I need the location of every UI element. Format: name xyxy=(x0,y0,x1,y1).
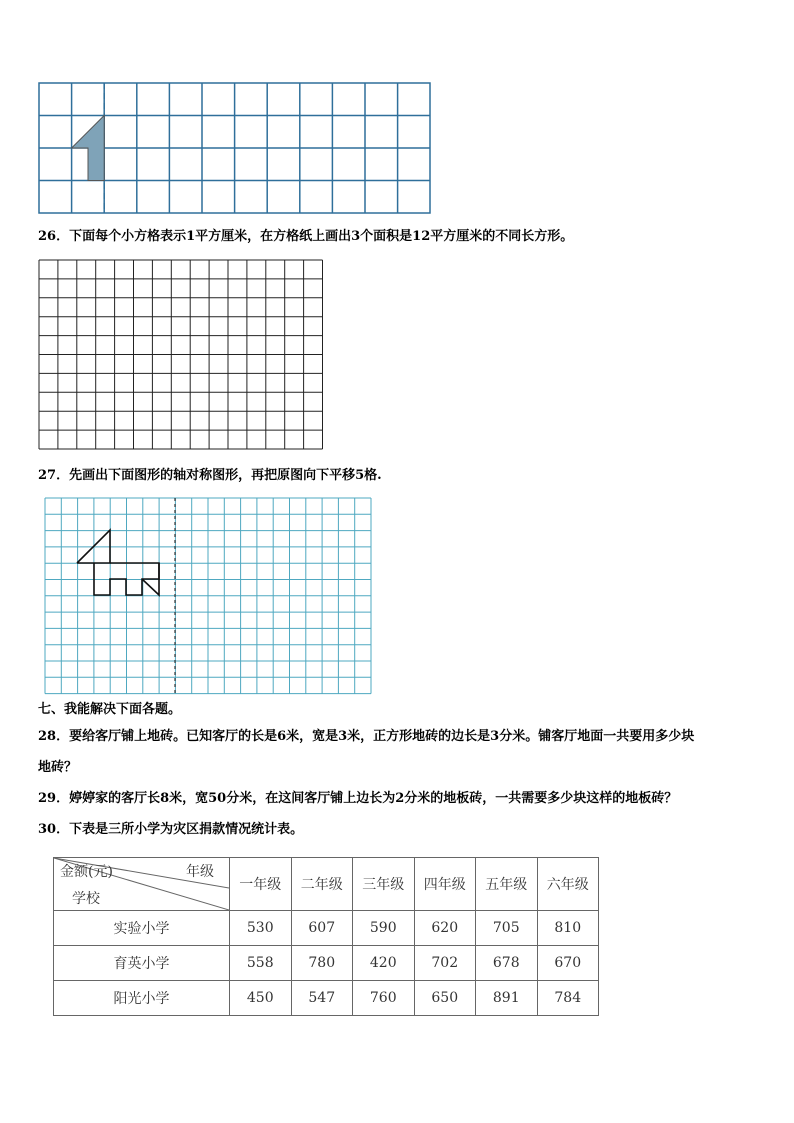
table-row xyxy=(54,981,599,1016)
question-29-number: 29． xyxy=(38,791,70,806)
table-cell: 530 xyxy=(230,911,292,946)
table-row xyxy=(54,946,599,981)
table-cell: 670 xyxy=(537,946,599,981)
table-corner-cell xyxy=(54,858,230,911)
symmetry-grid-q27 xyxy=(44,497,374,695)
school-name: 育英小学 xyxy=(54,946,230,981)
question-30-text: 下表是三所小学为灾区捐款情况统计表。 xyxy=(69,822,304,837)
dog-figure xyxy=(77,530,159,595)
table-cell: 810 xyxy=(537,911,599,946)
table-cell: 590 xyxy=(353,911,415,946)
question-26-number: 26． xyxy=(38,229,70,244)
grade-header: 四年级 xyxy=(414,858,476,911)
question-30-number: 30． xyxy=(38,822,70,837)
corner-amount-label: 金额(元) xyxy=(60,864,113,880)
question-30 xyxy=(38,822,303,838)
question-27-text: 先画出下面图形的轴对称图形，再把原图向下平移5格. xyxy=(69,468,382,483)
gray-shape xyxy=(72,116,105,181)
question-28-number: 28． xyxy=(38,729,70,744)
table-cell: 558 xyxy=(230,946,292,981)
table-cell: 780 xyxy=(291,946,353,981)
table-cell: 607 xyxy=(291,911,353,946)
school-name: 实验小学 xyxy=(54,911,230,946)
grade-header: 六年级 xyxy=(537,858,599,911)
question-28-text: 要给客厅铺上地砖。已知客厅的长是6米，宽是3米，正方形地砖的边长是3分米。铺客厅地面一共要用多少块 xyxy=(69,729,695,744)
corner-school-label: 学校 xyxy=(72,891,100,907)
question-28-line1 xyxy=(38,729,694,745)
school-name: 阳光小学 xyxy=(54,981,230,1016)
table-cell: 784 xyxy=(537,981,599,1016)
table-cell: 705 xyxy=(476,911,538,946)
table-cell: 650 xyxy=(414,981,476,1016)
grade-header: 三年级 xyxy=(353,858,415,911)
question-27 xyxy=(38,468,382,484)
table-cell: 620 xyxy=(414,911,476,946)
table-cell: 891 xyxy=(476,981,538,1016)
table-row xyxy=(54,911,599,946)
table-cell: 702 xyxy=(414,946,476,981)
table-header-row xyxy=(54,858,599,911)
table-cell: 760 xyxy=(353,981,415,1016)
corner-grade-label: 年级 xyxy=(186,864,214,880)
table-cell: 450 xyxy=(230,981,292,1016)
table-cell: 547 xyxy=(291,981,353,1016)
question-26-text: 下面每个小方格表示1平方厘米，在方格纸上画出3个面积是12平方厘米的不同长方形。 xyxy=(69,229,574,244)
grade-header: 一年级 xyxy=(230,858,292,911)
donation-table xyxy=(53,857,599,1016)
section-7-title: 七、我能解决下面各题。 xyxy=(38,702,182,717)
question-28-line2: 地砖？ xyxy=(38,760,78,775)
grade-header: 五年级 xyxy=(476,858,538,911)
question-26 xyxy=(38,229,573,245)
question-29-text: 婷婷家的客厅长8米，宽50分米，在这间客厅铺上边长为2分米的地板砖，一共需要多少块这样的地板砖？ xyxy=(69,791,678,806)
question-29 xyxy=(38,791,677,807)
grade-header: 二年级 xyxy=(291,858,353,911)
square-grid-q26 xyxy=(38,259,328,451)
table-cell: 678 xyxy=(476,946,538,981)
question-27-number: 27． xyxy=(38,468,70,483)
table-cell: 420 xyxy=(353,946,415,981)
top-grid-figure xyxy=(38,82,433,216)
